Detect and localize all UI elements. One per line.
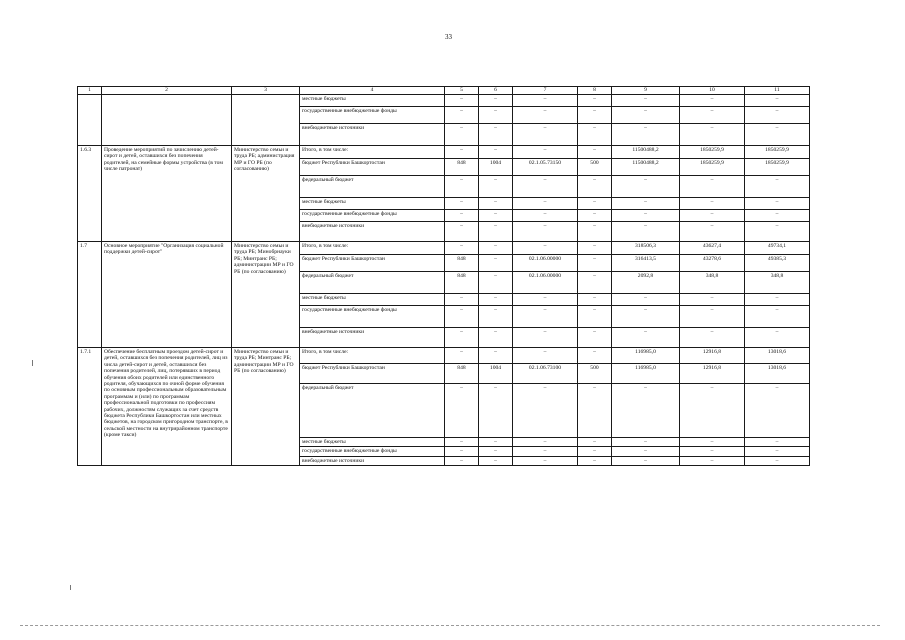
- value-c11: –: [745, 210, 810, 222]
- value-c9: –: [612, 176, 680, 198]
- value-c11: 13018,6: [745, 348, 810, 364]
- value-c7: –: [513, 124, 578, 146]
- value-c6: –: [479, 447, 513, 456]
- continued-cell: [232, 95, 300, 146]
- value-c8: –: [578, 222, 612, 242]
- value-c11: –: [745, 384, 810, 438]
- value-c5: –: [445, 384, 479, 438]
- value-c6: –: [479, 306, 513, 328]
- value-c5: –: [445, 438, 479, 447]
- value-c11: –: [745, 198, 810, 210]
- value-c10: –: [680, 384, 745, 438]
- item-name: Основное мероприятие "Организация социальной поддержки детей-сирот": [102, 242, 232, 348]
- value-c10: –: [680, 222, 745, 242]
- value-c6: 1004: [479, 364, 513, 384]
- value-c9: 2092,8: [612, 272, 680, 294]
- value-c6: –: [479, 107, 513, 124]
- header-cell: 8: [578, 87, 612, 95]
- funding-source: внебюджетные источники: [300, 124, 445, 146]
- funding-source: местные бюджеты: [300, 198, 445, 210]
- value-c7: 02.1.06.73100: [513, 364, 578, 384]
- value-c5: –: [445, 107, 479, 124]
- value-c5: –: [445, 328, 479, 348]
- value-c6: –: [479, 328, 513, 348]
- item-name: Проведение мероприятий по зачислению детей-сирот и детей, оставшихся без попечения родителей, на семейные формы устройства (в том числе патронат): [102, 146, 232, 242]
- value-c8: –: [578, 272, 612, 294]
- value-c6: –: [479, 146, 513, 159]
- value-c7: –: [513, 107, 578, 124]
- value-c10: –: [680, 306, 745, 328]
- value-c9: 318506,3: [612, 242, 680, 255]
- table-row: [78, 348, 810, 364]
- value-c7: 02.1.06.00000: [513, 255, 578, 272]
- funding-source: государственные внебюджетные фонды: [300, 306, 445, 328]
- value-c5: –: [445, 456, 479, 465]
- value-c11: –: [745, 328, 810, 348]
- funding-source: Итого, в том числе:: [300, 348, 445, 364]
- value-c8: –: [578, 210, 612, 222]
- value-c8: –: [578, 242, 612, 255]
- value-c9: 11500488,2: [612, 146, 680, 159]
- value-c10: –: [680, 447, 745, 456]
- value-c9: –: [612, 438, 680, 447]
- value-c10: 348,8: [680, 272, 745, 294]
- header-cell: 4: [300, 87, 445, 95]
- funding-source: федеральный бюджет: [300, 176, 445, 198]
- table-row: [78, 95, 810, 107]
- value-c9: –: [612, 306, 680, 328]
- value-c7: –: [513, 294, 578, 306]
- value-c10: –: [680, 95, 745, 107]
- item-executor: Министерство семьи и труда РБ; администрация МР и ГО РБ (по согласованию): [232, 146, 300, 242]
- value-c7: –: [513, 210, 578, 222]
- value-c7: –: [513, 198, 578, 210]
- header-cell: 3: [232, 87, 300, 95]
- value-c9: 116985,0: [612, 364, 680, 384]
- value-c10: –: [680, 210, 745, 222]
- value-c11: –: [745, 95, 810, 107]
- value-c10: 12916,8: [680, 364, 745, 384]
- value-c7: –: [513, 456, 578, 465]
- value-c7: –: [513, 146, 578, 159]
- value-c9: –: [612, 210, 680, 222]
- value-c6: –: [479, 255, 513, 272]
- funding-source: местные бюджеты: [300, 95, 445, 107]
- value-c8: 500: [578, 159, 612, 176]
- value-c5: 848: [445, 255, 479, 272]
- value-c10: 1850259,9: [680, 159, 745, 176]
- value-c10: –: [680, 328, 745, 348]
- funding-source: бюджет Республики Башкортостан: [300, 364, 445, 384]
- value-c9: –: [612, 447, 680, 456]
- value-c6: –: [479, 348, 513, 364]
- value-c5: –: [445, 306, 479, 328]
- value-c11: –: [745, 222, 810, 242]
- value-c5: 848: [445, 272, 479, 294]
- value-c11: –: [745, 124, 810, 146]
- value-c9: –: [612, 222, 680, 242]
- value-c11: –: [745, 294, 810, 306]
- value-c5: 848: [445, 159, 479, 176]
- value-c6: 1004: [479, 159, 513, 176]
- item-name: Обеспечение бесплатным проездом детей-сирот и детей, оставшихся без попечения родителей, лиц из числа детей-сирот и детей, оставшихся без попечения родителей, лиц, потерявших в период обучения обоих родителей или единственного родителя, обучающихся по очной форме обучения по основным профессиональным образовательным программам и (или) по программам профессиональной подготовки по профессиям рабочих, должностям служащих за счет средств бюджета Республики Башкортостан или местных бюджетов, на городском пригородном транспорте, в сельской местности на внутрирайонном транспорте (кроме такси): [102, 348, 232, 466]
- funding-source: местные бюджеты: [300, 294, 445, 306]
- value-c5: 848: [445, 364, 479, 384]
- value-c8: –: [578, 146, 612, 159]
- value-c9: 11500488,2: [612, 159, 680, 176]
- value-c10: 1850259,9: [680, 146, 745, 159]
- item-number: 1.7: [78, 242, 102, 348]
- value-c7: –: [513, 242, 578, 255]
- value-c7: –: [513, 95, 578, 107]
- value-c6: –: [479, 95, 513, 107]
- value-c9: –: [612, 456, 680, 465]
- value-c11: –: [745, 306, 810, 328]
- value-c7: –: [513, 384, 578, 438]
- value-c10: –: [680, 124, 745, 146]
- value-c9: –: [612, 294, 680, 306]
- value-c10: 43627,4: [680, 242, 745, 255]
- value-c5: –: [445, 146, 479, 159]
- value-c8: –: [578, 124, 612, 146]
- header-cell: 2: [102, 87, 232, 95]
- value-c11: –: [745, 447, 810, 456]
- value-c7: 02.1.06.00000: [513, 272, 578, 294]
- value-c6: –: [479, 438, 513, 447]
- value-c8: –: [578, 384, 612, 438]
- page-number: 33: [445, 33, 452, 41]
- value-c6: –: [479, 384, 513, 438]
- value-c11: –: [745, 456, 810, 465]
- value-c5: –: [445, 222, 479, 242]
- scan-artifact-mark: [32, 360, 33, 366]
- header-cell: 9: [612, 87, 680, 95]
- value-c10: –: [680, 456, 745, 465]
- value-c8: 500: [578, 364, 612, 384]
- value-c9: 316413,5: [612, 255, 680, 272]
- value-c8: –: [578, 294, 612, 306]
- value-c8: –: [578, 456, 612, 465]
- header-cell: 7: [513, 87, 578, 95]
- scan-artifact-mark: [70, 585, 71, 590]
- value-c6: –: [479, 198, 513, 210]
- header-cell: 1: [78, 87, 102, 95]
- value-c5: –: [445, 198, 479, 210]
- value-c10: –: [680, 294, 745, 306]
- continued-cell: [102, 95, 232, 146]
- value-c7: –: [513, 328, 578, 348]
- item-number: 1.6.3: [78, 146, 102, 242]
- header-cell: 5: [445, 87, 479, 95]
- funding-source: государственные внебюджетные фонды: [300, 210, 445, 222]
- item-number: 1.7.1: [78, 348, 102, 466]
- value-c6: –: [479, 210, 513, 222]
- funding-source: Итого, в том числе:: [300, 146, 445, 159]
- value-c7: 02.1.05.73150: [513, 159, 578, 176]
- value-c6: –: [479, 242, 513, 255]
- value-c7: –: [513, 176, 578, 198]
- item-executor: Министерство семьи и труда РБ; Минобрнауки РБ; Минтранс РБ; администрации МР и ГО РБ (по согласованию): [232, 242, 300, 348]
- value-c5: –: [445, 242, 479, 255]
- value-c8: –: [578, 176, 612, 198]
- value-c9: –: [612, 107, 680, 124]
- value-c8: –: [578, 198, 612, 210]
- value-c6: –: [479, 294, 513, 306]
- funding-source: местные бюджеты: [300, 438, 445, 447]
- value-c9: –: [612, 95, 680, 107]
- value-c7: –: [513, 447, 578, 456]
- value-c9: –: [612, 328, 680, 348]
- value-c9: –: [612, 384, 680, 438]
- funding-source: федеральный бюджет: [300, 272, 445, 294]
- value-c10: –: [680, 107, 745, 124]
- continued-cell: [78, 95, 102, 146]
- value-c7: –: [513, 306, 578, 328]
- value-c11: –: [745, 438, 810, 447]
- value-c5: –: [445, 210, 479, 222]
- table-body: [78, 87, 810, 466]
- funding-source: внебюджетные источники: [300, 328, 445, 348]
- value-c10: 43278,6: [680, 255, 745, 272]
- value-c11: –: [745, 107, 810, 124]
- value-c10: –: [680, 198, 745, 210]
- item-executor: Министерство семьи и труда РБ; Минтранс РБ; администрации МР и ГО РБ (по согласованию): [232, 348, 300, 466]
- value-c8: –: [578, 107, 612, 124]
- value-c10: –: [680, 438, 745, 447]
- value-c6: –: [479, 222, 513, 242]
- budget-table: [77, 86, 810, 466]
- header-row: [78, 87, 810, 95]
- value-c5: –: [445, 124, 479, 146]
- funding-source: государственные внебюджетные фонды: [300, 107, 445, 124]
- value-c6: –: [479, 272, 513, 294]
- value-c11: 348,8: [745, 272, 810, 294]
- value-c8: –: [578, 95, 612, 107]
- funding-source: бюджет Республики Башкортостан: [300, 255, 445, 272]
- value-c11: 49385,3: [745, 255, 810, 272]
- value-c9: –: [612, 124, 680, 146]
- value-c8: –: [578, 348, 612, 364]
- value-c7: –: [513, 222, 578, 242]
- value-c10: –: [680, 176, 745, 198]
- value-c11: –: [745, 176, 810, 198]
- scan-artifact-line: [20, 625, 880, 626]
- funding-source: государственные внебюджетные фонды: [300, 447, 445, 456]
- value-c7: –: [513, 348, 578, 364]
- value-c10: 12916,8: [680, 348, 745, 364]
- funding-source: Итого, в том числе:: [300, 242, 445, 255]
- value-c5: –: [445, 348, 479, 364]
- table-row: [78, 146, 810, 159]
- header-cell: 6: [479, 87, 513, 95]
- value-c6: –: [479, 456, 513, 465]
- value-c5: –: [445, 447, 479, 456]
- value-c8: –: [578, 328, 612, 348]
- value-c5: –: [445, 294, 479, 306]
- value-c5: –: [445, 176, 479, 198]
- funding-source: внебюджетные источники: [300, 456, 445, 465]
- value-c6: –: [479, 124, 513, 146]
- funding-source: бюджет Республики Башкортостан: [300, 159, 445, 176]
- value-c8: –: [578, 447, 612, 456]
- value-c7: –: [513, 438, 578, 447]
- value-c5: –: [445, 95, 479, 107]
- table-row: [78, 242, 810, 255]
- header-cell: 10: [680, 87, 745, 95]
- value-c11: 1850259,9: [745, 146, 810, 159]
- value-c8: –: [578, 255, 612, 272]
- funding-source: внебюджетные источники: [300, 222, 445, 242]
- value-c6: –: [479, 176, 513, 198]
- header-cell: 11: [745, 87, 810, 95]
- value-c9: 116985,0: [612, 348, 680, 364]
- value-c11: 49734,1: [745, 242, 810, 255]
- value-c11: 1850259,9: [745, 159, 810, 176]
- value-c9: –: [612, 198, 680, 210]
- value-c8: –: [578, 438, 612, 447]
- value-c8: –: [578, 306, 612, 328]
- funding-source: федеральный бюджет: [300, 384, 445, 438]
- value-c11: 13018,6: [745, 364, 810, 384]
